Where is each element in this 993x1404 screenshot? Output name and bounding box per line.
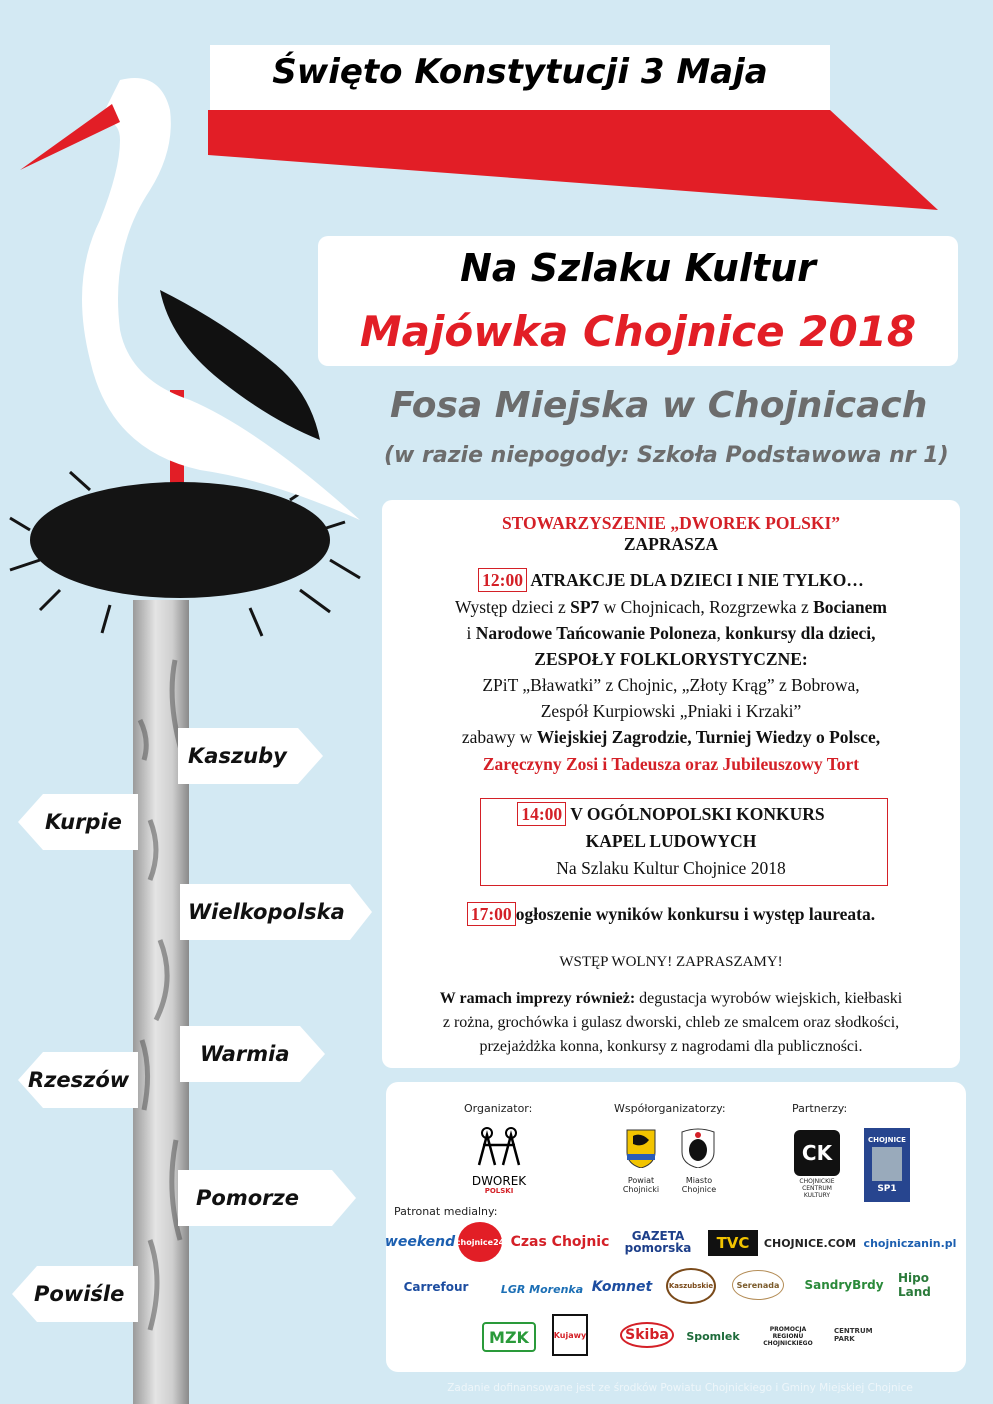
time-1200: 12:00 xyxy=(478,568,527,592)
media-logo: CENTRUM PARK xyxy=(834,1327,873,1343)
time-1700: 17:00 xyxy=(467,902,516,926)
program-highlight: Zaręczyny Zosi i Tadeusza oraz Jubileuszowy Tort xyxy=(482,754,860,774)
venue: Fosa Miejska w Chojnicach xyxy=(390,385,928,426)
media-logo: PROMOCJA REGIONU CHOJNICKIEGO xyxy=(763,1325,813,1347)
organizer-heading: STOWARZYSZENIE „DWOREK POLSKI” xyxy=(501,513,841,533)
media-logo: GAZETA pomorska xyxy=(624,1229,692,1255)
powiat-caption: Powiat Chojnicki xyxy=(622,1176,660,1194)
program-line: zabawy w Wiejskiej Zagrodzie, Turniej Wiedzy o Polsce, xyxy=(461,727,881,747)
media-logo: chojnice24 xyxy=(458,1222,502,1262)
media-logo: chojniczanin.pl xyxy=(863,1236,957,1250)
banner-title: Święto Konstytucji 3 Maja xyxy=(272,52,768,92)
media-logo: Hipo Land xyxy=(898,1271,931,1299)
sp1-logo-icon: CHOJNICE SP1 xyxy=(864,1128,910,1202)
free-entry: WSTĘP WOLNY! ZAPRASZAMY! xyxy=(559,954,783,970)
miasto-crest-icon xyxy=(678,1126,718,1170)
invite-heading: ZAPRASZA xyxy=(623,534,719,554)
venue-alternative: (w razie niepogody: Szkoła Podstawowa nr 1) xyxy=(384,443,949,468)
nest xyxy=(30,482,330,598)
banner-red-ribbon xyxy=(208,110,938,210)
media-logo: LGR Morenka xyxy=(500,1282,584,1296)
sign-warmia: Warmia xyxy=(180,1026,325,1082)
media-logo: Spomlek xyxy=(686,1329,740,1343)
sign-kurpie: Kurpie xyxy=(18,794,138,850)
cck-logo-icon: CK xyxy=(794,1130,840,1176)
extras-line: przejażdżka konna, konkursy z nagrodami dla publiczności. xyxy=(479,1038,863,1055)
extras-line: z rożna, grochówka i gulasz dworski, chleb ze smalcem oraz słodkości, xyxy=(442,1014,900,1031)
media-logo: SandryBrdy xyxy=(804,1278,884,1292)
heading-1200: ATRAKCJE DLA DZIECI I NIE TYLKO… xyxy=(530,570,864,590)
cck-caption: CHOJNICKIE CENTRUM KULTURY xyxy=(799,1178,835,1199)
dworek-logo-sub: POLSKI xyxy=(484,1187,514,1195)
miasto-caption: Miasto Chojnice xyxy=(681,1176,717,1194)
sign-rzeszow: Rzeszów xyxy=(18,1052,138,1108)
powiat-crest-icon xyxy=(624,1126,658,1170)
program-line: Występ dzieci z SP7 w Chojnicach, Rozgrzewka z Bocianem xyxy=(455,597,887,617)
program-line: Zespół Kurpiowski „Pniaki i Krzaki” xyxy=(540,701,802,721)
extras-line: W ramach imprezy również: degustacja wyrobów wiejskich, kiełbaski xyxy=(439,990,903,1007)
media-logo: weekend xyxy=(384,1234,456,1250)
organizer-label: Organizator: xyxy=(464,1102,533,1115)
media-logo: Komnet xyxy=(591,1279,653,1295)
media-label: Patronat medialny: xyxy=(394,1205,498,1218)
media-logo: Kujawy xyxy=(552,1314,588,1356)
program-line: ZESPOŁY FOLKLORYSTYCZNE: xyxy=(534,649,808,669)
program-box xyxy=(382,500,960,1068)
program-line: i Narodowe Tańcowanie Poloneza, konkursy dla dzieci, xyxy=(466,623,876,643)
competition-heading: KAPEL LUDOWYCH xyxy=(585,831,757,851)
dworek-logo-icon xyxy=(464,1124,534,1174)
event-subtitle: Majówka Chojnice 2018 xyxy=(359,307,917,356)
coorganizers-label: Współorganizatorzy: xyxy=(614,1102,726,1115)
program-item-1700: 17:00 ogłoszenie wyników konkursu i występ laureata. xyxy=(382,902,960,926)
program-line: ZPiT „Bławatki” z Chojnic, „Złoty Krąg” z Bobrowa, xyxy=(482,675,860,695)
time-1400: 14:00 xyxy=(517,802,566,826)
media-logo: MZK xyxy=(482,1322,536,1352)
partners-label: Partnerzy: xyxy=(792,1102,848,1115)
media-logo: Carrefour xyxy=(403,1280,469,1294)
media-logo: Skiba xyxy=(620,1322,674,1348)
funding-note: Zadanie dofinansowane jest ze środków Powiatu Chojnickiego i Gminy Miejskiej Chojnice xyxy=(447,1382,913,1394)
sign-wielkopolska: Wielkopolska xyxy=(180,884,372,940)
sign-kaszuby: Kaszuby xyxy=(178,728,323,784)
media-logo: TVC xyxy=(708,1230,758,1256)
program-item-1400: 14:00 V OGÓLNOPOLSKI KONKURS xyxy=(382,802,960,826)
sponsors-box xyxy=(386,1082,966,1372)
program-item-1200 xyxy=(382,568,960,592)
media-logo: Czas Chojnic xyxy=(510,1234,610,1250)
event-title: Na Szlaku Kultur xyxy=(460,246,816,290)
competition-subtitle: Na Szlaku Kultur Chojnice 2018 xyxy=(556,858,786,878)
media-logo: Kaszubskie xyxy=(666,1268,716,1304)
sign-pomorze: Pomorze xyxy=(178,1170,356,1226)
stork-beak xyxy=(20,104,120,170)
dworek-logo-text: DWOREK xyxy=(471,1174,527,1188)
media-logo: CHOJNICE.COM xyxy=(763,1236,857,1250)
sign-powisle: Powiśle xyxy=(12,1266,138,1322)
media-logo: Serenada xyxy=(732,1270,784,1300)
